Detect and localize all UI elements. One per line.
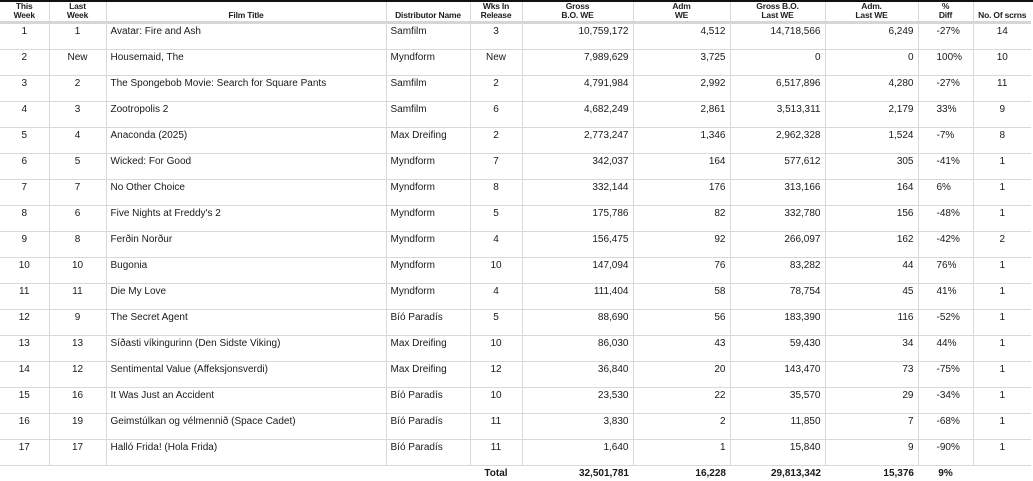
cell-wks-in-release: 10 [470, 388, 522, 414]
cell-film-title: The Spongebob Movie: Search for Square Pants [106, 76, 386, 102]
cell-no-of-scrns: 1 [973, 154, 1031, 180]
cell-pct-diff: -68% [918, 414, 973, 440]
cell-gross-bo-last-we: 83,282 [730, 258, 825, 284]
cell-wks-in-release: 12 [470, 362, 522, 388]
table-row[interactable] [0, 440, 1031, 466]
cell-pct-diff: -48% [918, 206, 973, 232]
table-row[interactable] [0, 23, 1031, 50]
cell-adm-last-we: 156 [825, 206, 918, 232]
cell-this-week: 6 [0, 154, 49, 180]
table-row[interactable] [0, 388, 1031, 414]
col-gross-bo-we[interactable]: Gross B.O. WE [522, 2, 633, 23]
cell-distributor: Myndform [386, 284, 470, 310]
cell-gross-bo-we: 342,037 [522, 154, 633, 180]
total-adm-last: 15,376 [825, 466, 918, 481]
cell-no-of-scrns: 1 [973, 206, 1031, 232]
cell-adm-last-we: 4,280 [825, 76, 918, 102]
cell-adm-last-we: 6,249 [825, 23, 918, 50]
cell-no-of-scrns: 2 [973, 232, 1031, 258]
cell-last-week: 19 [49, 414, 106, 440]
cell-this-week: 2 [0, 50, 49, 76]
cell-film-title: Avatar: Fire and Ash [106, 23, 386, 50]
cell-gross-bo-last-we: 15,840 [730, 440, 825, 466]
cell-distributor: Myndform [386, 206, 470, 232]
cell-wks-in-release: 2 [470, 128, 522, 154]
cell-last-week: 9 [49, 310, 106, 336]
cell-gross-bo-we: 4,791,984 [522, 76, 633, 102]
cell-film-title: Sentimental Value (Affeksjonsverdi) [106, 362, 386, 388]
cell-gross-bo-we: 3,830 [522, 414, 633, 440]
cell-wks-in-release: 8 [470, 180, 522, 206]
cell-film-title: Wicked: For Good [106, 154, 386, 180]
cell-adm-last-we: 116 [825, 310, 918, 336]
cell-adm-we: 22 [633, 388, 730, 414]
col-adm-we[interactable]: Adm WE [633, 2, 730, 23]
cell-no-of-scrns: 1 [973, 414, 1031, 440]
cell-last-week: 10 [49, 258, 106, 284]
col-film-title[interactable]: Film Title [106, 2, 386, 23]
cell-film-title: Síðasti víkingurinn (Den Sidste Viking) [106, 336, 386, 362]
total-label: Total [470, 466, 522, 481]
cell-wks-in-release: 7 [470, 154, 522, 180]
table-row[interactable] [0, 206, 1031, 232]
cell-pct-diff: -52% [918, 310, 973, 336]
cell-film-title: Zootropolis 2 [106, 102, 386, 128]
cell-gross-bo-we: 36,840 [522, 362, 633, 388]
table-row[interactable] [0, 362, 1031, 388]
total-adm: 16,228 [633, 466, 730, 481]
cell-gross-bo-last-we: 0 [730, 50, 825, 76]
cell-last-week: 16 [49, 388, 106, 414]
cell-pct-diff: -27% [918, 76, 973, 102]
cell-adm-we: 2,992 [633, 76, 730, 102]
cell-adm-we: 3,725 [633, 50, 730, 76]
cell-adm-we: 4,512 [633, 23, 730, 50]
table-row[interactable] [0, 76, 1031, 102]
cell-adm-last-we: 44 [825, 258, 918, 284]
table-row[interactable] [0, 128, 1031, 154]
total-gross-last: 29,813,342 [730, 466, 825, 481]
table-row[interactable] [0, 336, 1031, 362]
cell-film-title: It Was Just an Accident [106, 388, 386, 414]
cell-wks-in-release: 10 [470, 258, 522, 284]
cell-this-week: 3 [0, 76, 49, 102]
cell-gross-bo-last-we: 6,517,896 [730, 76, 825, 102]
cell-distributor: Myndform [386, 50, 470, 76]
cell-adm-we: 76 [633, 258, 730, 284]
cell-this-week: 8 [0, 206, 49, 232]
cell-adm-we: 20 [633, 362, 730, 388]
cell-gross-bo-last-we: 143,470 [730, 362, 825, 388]
cell-pct-diff: 100% [918, 50, 973, 76]
cell-no-of-scrns: 14 [973, 23, 1031, 50]
cell-this-week: 11 [0, 284, 49, 310]
cell-this-week: 17 [0, 440, 49, 466]
cell-gross-bo-last-we: 313,166 [730, 180, 825, 206]
col-gross-bo-last-we[interactable]: Gross B.O. Last WE [730, 2, 825, 23]
cell-distributor: Myndform [386, 154, 470, 180]
cell-last-week: 5 [49, 154, 106, 180]
cell-no-of-scrns: 1 [973, 440, 1031, 466]
cell-last-week: New [49, 50, 106, 76]
cell-adm-we: 1,346 [633, 128, 730, 154]
cell-last-week: 11 [49, 284, 106, 310]
table-row[interactable] [0, 258, 1031, 284]
cell-distributor: Max Dreifing [386, 128, 470, 154]
cell-gross-bo-last-we: 332,780 [730, 206, 825, 232]
cell-adm-last-we: 0 [825, 50, 918, 76]
total-gross: 32,501,781 [522, 466, 633, 481]
cell-this-week: 5 [0, 128, 49, 154]
cell-gross-bo-last-we: 266,097 [730, 232, 825, 258]
cell-last-week: 8 [49, 232, 106, 258]
cell-gross-bo-we: 7,989,629 [522, 50, 633, 76]
cell-film-title: Geimstúlkan og vélmennið (Space Cadet) [106, 414, 386, 440]
cell-adm-last-we: 305 [825, 154, 918, 180]
cell-adm-last-we: 34 [825, 336, 918, 362]
cell-pct-diff: 41% [918, 284, 973, 310]
cell-film-title: Halló Frida! (Hola Frida) [106, 440, 386, 466]
cell-wks-in-release: 6 [470, 102, 522, 128]
cell-no-of-scrns: 1 [973, 258, 1031, 284]
total-diff: 9% [918, 466, 973, 481]
cell-adm-we: 82 [633, 206, 730, 232]
cell-no-of-scrns: 1 [973, 362, 1031, 388]
cell-last-week: 12 [49, 362, 106, 388]
cell-distributor: Bíó Paradís [386, 440, 470, 466]
cell-adm-last-we: 73 [825, 362, 918, 388]
cell-this-week: 4 [0, 102, 49, 128]
cell-pct-diff: -42% [918, 232, 973, 258]
cell-distributor: Max Dreifing [386, 362, 470, 388]
cell-last-week: 4 [49, 128, 106, 154]
cell-gross-bo-we: 175,786 [522, 206, 633, 232]
cell-gross-bo-we: 10,759,172 [522, 23, 633, 50]
cell-adm-we: 2 [633, 414, 730, 440]
cell-adm-last-we: 29 [825, 388, 918, 414]
cell-distributor: Samfilm [386, 102, 470, 128]
cell-pct-diff: 76% [918, 258, 973, 284]
cell-gross-bo-we: 4,682,249 [522, 102, 633, 128]
col-adm-last-we[interactable]: Adm. Last WE [825, 2, 918, 23]
cell-film-title: Five Nights at Freddy's 2 [106, 206, 386, 232]
cell-wks-in-release: 2 [470, 76, 522, 102]
cell-adm-we: 2,861 [633, 102, 730, 128]
box-office-table [0, 2, 1031, 481]
cell-gross-bo-we: 1,640 [522, 440, 633, 466]
cell-gross-bo-last-we: 3,513,311 [730, 102, 825, 128]
cell-gross-bo-we: 147,094 [522, 258, 633, 284]
cell-no-of-scrns: 1 [973, 180, 1031, 206]
cell-last-week: 3 [49, 102, 106, 128]
cell-pct-diff: -75% [918, 362, 973, 388]
col-pct-diff[interactable]: % Diff [918, 2, 973, 23]
cell-adm-last-we: 45 [825, 284, 918, 310]
cell-this-week: 15 [0, 388, 49, 414]
table-row[interactable] [0, 102, 1031, 128]
col-wks-in-release[interactable]: Wks In Release [470, 2, 522, 23]
cell-gross-bo-we: 156,475 [522, 232, 633, 258]
cell-this-week: 7 [0, 180, 49, 206]
cell-film-title: Ferðin Norður [106, 232, 386, 258]
cell-gross-bo-we: 86,030 [522, 336, 633, 362]
table-row[interactable] [0, 284, 1031, 310]
cell-gross-bo-last-we: 59,430 [730, 336, 825, 362]
cell-adm-last-we: 2,179 [825, 102, 918, 128]
cell-gross-bo-we: 2,773,247 [522, 128, 633, 154]
cell-adm-last-we: 164 [825, 180, 918, 206]
cell-no-of-scrns: 10 [973, 50, 1031, 76]
cell-pct-diff: 33% [918, 102, 973, 128]
cell-distributor: Samfilm [386, 76, 470, 102]
cell-gross-bo-we: 23,530 [522, 388, 633, 414]
table-row[interactable] [0, 154, 1031, 180]
cell-pct-diff: -7% [918, 128, 973, 154]
cell-film-title: Anaconda (2025) [106, 128, 386, 154]
cell-adm-last-we: 162 [825, 232, 918, 258]
table-row[interactable] [0, 310, 1031, 336]
cell-pct-diff: -34% [918, 388, 973, 414]
col-this-week[interactable]: This Week [0, 2, 49, 23]
table-row[interactable] [0, 232, 1031, 258]
cell-adm-we: 43 [633, 336, 730, 362]
cell-this-week: 10 [0, 258, 49, 284]
header-row [0, 2, 1031, 23]
cell-distributor: Bíó Paradís [386, 414, 470, 440]
cell-gross-bo-we: 111,404 [522, 284, 633, 310]
cell-distributor: Max Dreifing [386, 336, 470, 362]
cell-film-title: No Other Choice [106, 180, 386, 206]
cell-wks-in-release: 3 [470, 23, 522, 50]
cell-adm-we: 176 [633, 180, 730, 206]
cell-this-week: 13 [0, 336, 49, 362]
cell-pct-diff: -90% [918, 440, 973, 466]
cell-wks-in-release: 5 [470, 310, 522, 336]
cell-pct-diff: 44% [918, 336, 973, 362]
cell-adm-we: 56 [633, 310, 730, 336]
cell-this-week: 12 [0, 310, 49, 336]
cell-distributor: Samfilm [386, 23, 470, 50]
cell-no-of-scrns: 8 [973, 128, 1031, 154]
cell-adm-last-we: 1,524 [825, 128, 918, 154]
cell-this-week: 9 [0, 232, 49, 258]
cell-distributor: Myndform [386, 258, 470, 284]
cell-last-week: 2 [49, 76, 106, 102]
col-distributor[interactable]: Distributor Name [386, 2, 470, 23]
cell-this-week: 1 [0, 23, 49, 50]
cell-last-week: 13 [49, 336, 106, 362]
cell-distributor: Myndform [386, 232, 470, 258]
cell-wks-in-release: 4 [470, 232, 522, 258]
cell-adm-we: 1 [633, 440, 730, 466]
total-row [0, 466, 1031, 481]
cell-film-title: Die My Love [106, 284, 386, 310]
cell-gross-bo-last-we: 183,390 [730, 310, 825, 336]
cell-last-week: 7 [49, 180, 106, 206]
cell-adm-we: 164 [633, 154, 730, 180]
cell-gross-bo-we: 88,690 [522, 310, 633, 336]
cell-adm-last-we: 7 [825, 414, 918, 440]
cell-gross-bo-last-we: 577,612 [730, 154, 825, 180]
table-row[interactable] [0, 180, 1031, 206]
cell-last-week: 17 [49, 440, 106, 466]
cell-adm-we: 92 [633, 232, 730, 258]
cell-film-title: The Secret Agent [106, 310, 386, 336]
cell-adm-we: 58 [633, 284, 730, 310]
cell-no-of-scrns: 11 [973, 76, 1031, 102]
cell-no-of-scrns: 1 [973, 310, 1031, 336]
table-row[interactable] [0, 414, 1031, 440]
cell-pct-diff: -27% [918, 23, 973, 50]
cell-no-of-scrns: 1 [973, 336, 1031, 362]
col-last-week[interactable]: Last Week [49, 2, 106, 23]
cell-distributor: Myndform [386, 180, 470, 206]
cell-gross-bo-last-we: 35,570 [730, 388, 825, 414]
cell-wks-in-release: 10 [470, 336, 522, 362]
cell-wks-in-release: New [470, 50, 522, 76]
cell-this-week: 16 [0, 414, 49, 440]
table-row[interactable] [0, 50, 1031, 76]
cell-no-of-scrns: 9 [973, 102, 1031, 128]
cell-film-title: Housemaid, The [106, 50, 386, 76]
cell-wks-in-release: 4 [470, 284, 522, 310]
cell-distributor: Bíó Paradís [386, 310, 470, 336]
cell-gross-bo-we: 332,144 [522, 180, 633, 206]
cell-film-title: Bugonia [106, 258, 386, 284]
cell-distributor: Bíó Paradís [386, 388, 470, 414]
cell-wks-in-release: 5 [470, 206, 522, 232]
cell-pct-diff: 6% [918, 180, 973, 206]
cell-no-of-scrns: 1 [973, 284, 1031, 310]
cell-wks-in-release: 11 [470, 440, 522, 466]
cell-gross-bo-last-we: 78,754 [730, 284, 825, 310]
cell-adm-last-we: 9 [825, 440, 918, 466]
cell-last-week: 6 [49, 206, 106, 232]
cell-gross-bo-last-we: 2,962,328 [730, 128, 825, 154]
cell-last-week: 1 [49, 23, 106, 50]
cell-gross-bo-last-we: 11,850 [730, 414, 825, 440]
cell-no-of-scrns: 1 [973, 388, 1031, 414]
cell-this-week: 14 [0, 362, 49, 388]
cell-gross-bo-last-we: 14,718,566 [730, 23, 825, 50]
cell-wks-in-release: 11 [470, 414, 522, 440]
col-no-of-scrns[interactable]: No. Of scrns [973, 2, 1031, 23]
cell-pct-diff: -41% [918, 154, 973, 180]
